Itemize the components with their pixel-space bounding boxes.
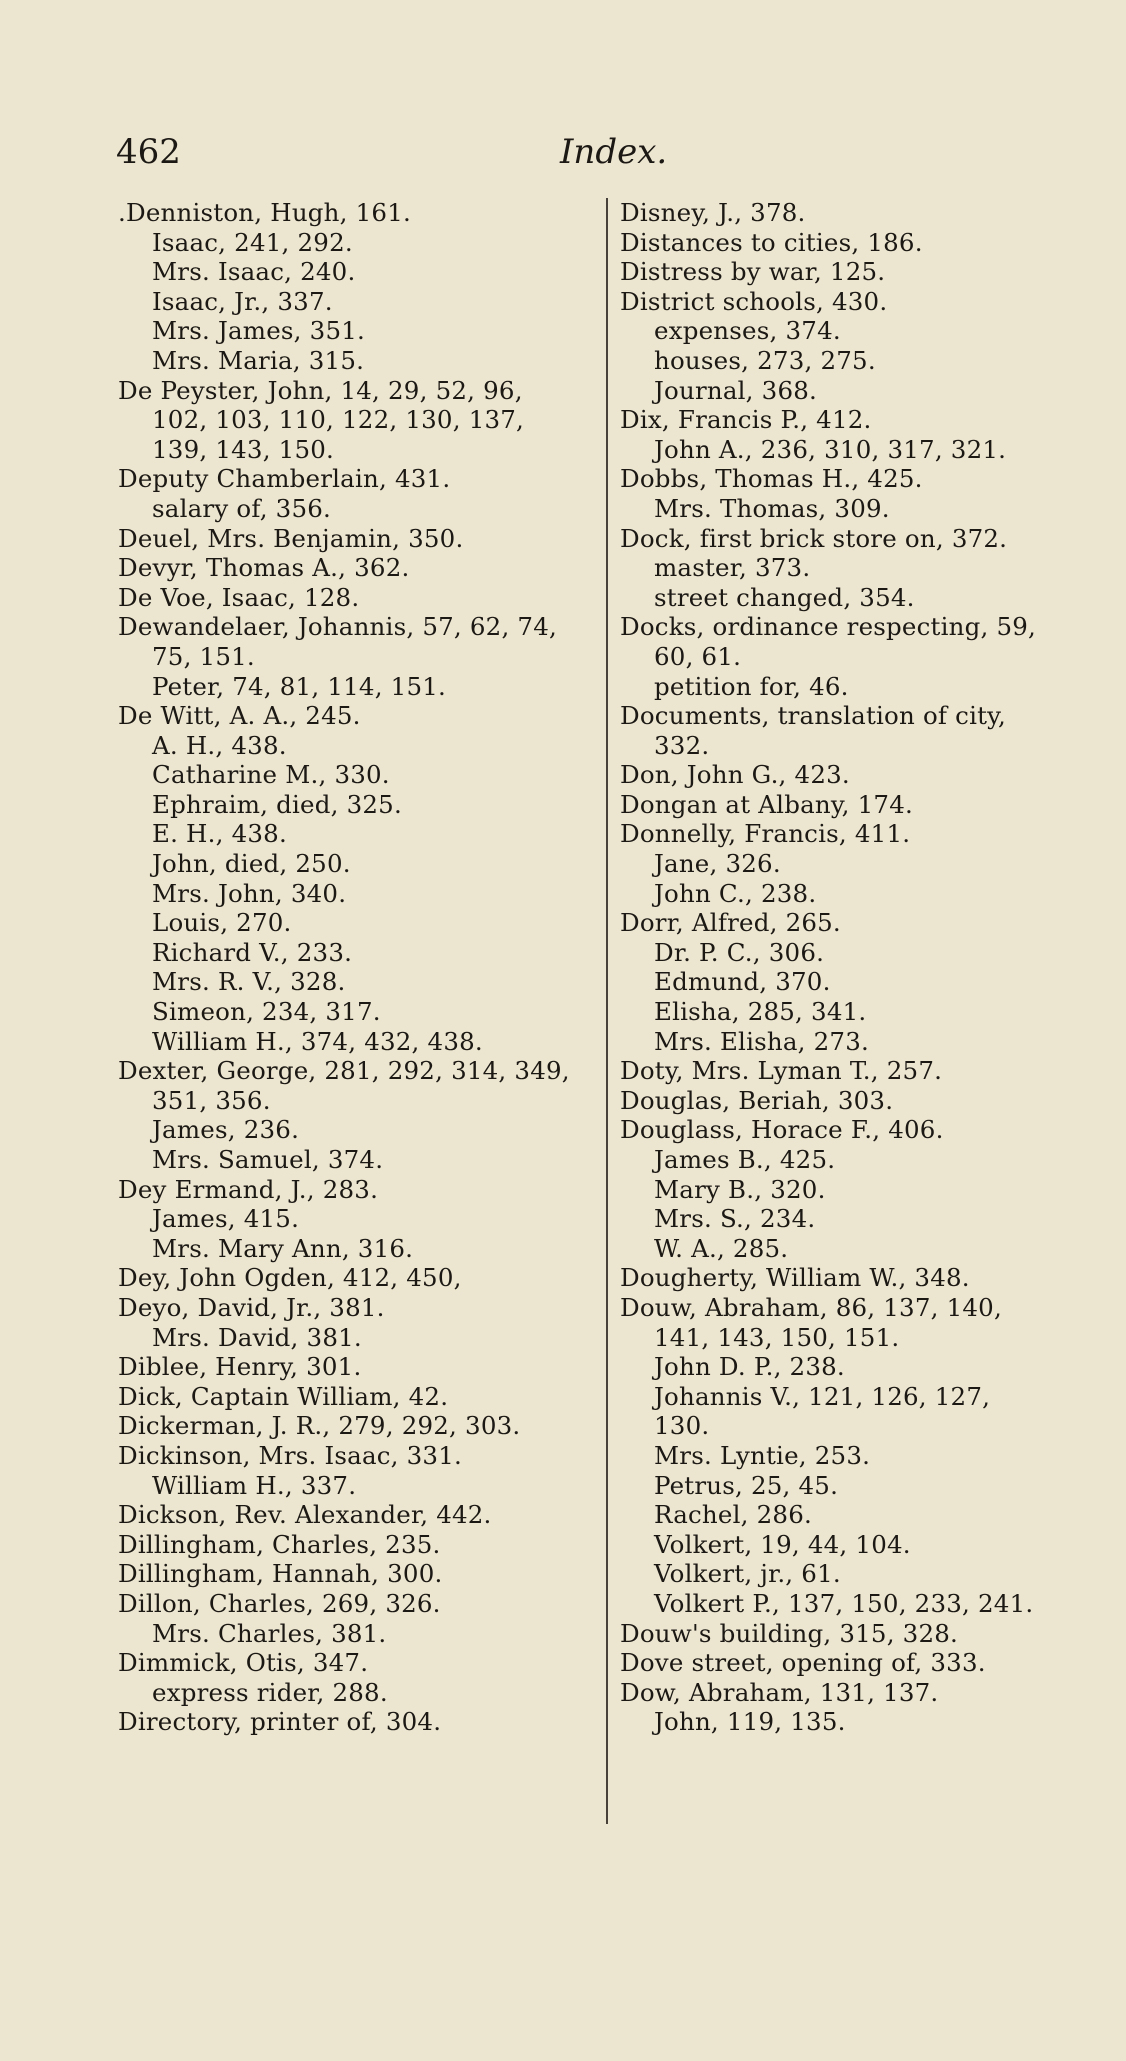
column-rule [606, 198, 608, 1824]
index-entry: De Witt, A. A., 245. [118, 701, 361, 731]
index-entry: Diblee, Henry, 301. [118, 1352, 362, 1382]
left-column [118, 198, 598, 1737]
index-entry: Dimmick, Otis, 347. [118, 1648, 369, 1678]
index-entry: Deputy Chamberlain, 431. [118, 464, 451, 494]
index-subentry: James, 236. [152, 1115, 300, 1145]
index-entry: Dillingham, Hannah, 300. [118, 1559, 443, 1589]
index-entry: Douglas, Beriah, 303. [620, 1085, 894, 1115]
index-entry: Doty, Mrs. Lyman T., 257. [620, 1056, 943, 1086]
index-entry: Dillingham, Charles, 235. [118, 1529, 441, 1559]
index-entry: .Denniston, Hugh, 161. [118, 198, 411, 227]
index-entry: Dewandelaer, Johannis, 57, 62, 74, [118, 612, 557, 642]
index-entry: Dick, Captain William, 42. [118, 1381, 449, 1411]
index-subentry: Mrs. Charles, 381. [152, 1618, 387, 1648]
index-subentry: Mrs. Lyntie, 253. [654, 1440, 871, 1470]
index-subentry: Mrs. John, 340. [152, 878, 347, 908]
index-entry: Deyo, David, Jr., 381. [118, 1292, 385, 1322]
index-entry: Documents, translation of city, [620, 701, 1006, 731]
index-subentry: Jane, 326. [654, 849, 781, 879]
index-entry: Dickson, Rev. Alexander, 442. [118, 1500, 492, 1530]
index-continuation: 75, 151. [152, 641, 255, 671]
index-subentry: Mrs. Isaac, 240. [152, 257, 356, 287]
index-subentry: James, 415. [152, 1204, 300, 1234]
index-continuation: 102, 103, 110, 122, 130, 137, [152, 405, 525, 435]
index-continuation: 332. [654, 730, 710, 760]
index-subentry: Louis, 270. [152, 908, 292, 938]
index-subentry: Catharine M., 330. [152, 760, 390, 790]
index-entry: De Peyster, John, 14, 29, 52, 96, [118, 375, 523, 405]
index-continuation: 139, 143, 150. [152, 434, 335, 464]
index-subentry: Mrs. James, 351. [152, 316, 366, 346]
index-entry: Devyr, Thomas A., 362. [118, 553, 410, 583]
index-subentry: Volkert, 19, 44, 104. [654, 1529, 911, 1559]
index-subentry: Volkert P., 137, 150, 233, 241. [654, 1588, 1034, 1618]
index-subentry: Journal, 368. [654, 375, 818, 405]
index-subentry: Mrs. Mary Ann, 316. [152, 1233, 414, 1263]
index-entry: Dobbs, Thomas H., 425. [620, 464, 923, 494]
index-subentry: John D. P., 238. [654, 1352, 845, 1382]
index-subentry: Mrs. David, 381. [152, 1322, 362, 1352]
index-subentry: street changed, 354. [654, 582, 915, 612]
index-subentry: Simeon, 234, 317. [152, 997, 381, 1027]
index-subentry: Mary B., 320. [654, 1174, 826, 1204]
index-entry: Dexter, George, 281, 292, 314, 349, [118, 1056, 570, 1086]
index-subentry: Mrs. Samuel, 374. [152, 1145, 384, 1174]
index-subentry: Mrs. Thomas, 309. [654, 493, 890, 523]
index-entry: Douw's building, 315, 328. [620, 1618, 959, 1648]
index-entry: Dickerman, J. R., 279, 292, 303. [118, 1411, 521, 1441]
index-subentry: Edmund, 370. [654, 967, 831, 997]
index-entry: District schools, 430. [620, 286, 888, 316]
index-subentry: James B., 425. [654, 1145, 836, 1174]
index-subentry: salary of, 356. [152, 493, 332, 523]
index-subentry: A. H., 438. [152, 730, 287, 760]
index-subentry: Isaac, Jr., 337. [152, 286, 333, 316]
index-subentry: Petrus, 25, 45. [654, 1470, 839, 1500]
index-entry: Deuel, Mrs. Benjamin, 350. [118, 523, 464, 553]
index-subentry: W. A., 285. [654, 1233, 789, 1263]
running-head: Index. [560, 132, 668, 172]
index-subentry: Mrs. S., 234. [654, 1204, 816, 1234]
index-subentry: Elisha, 285, 341. [654, 997, 867, 1027]
index-entry: Dock, first brick store on, 372. [620, 523, 1008, 553]
index-entry: Dongan at Albany, 174. [620, 789, 913, 819]
page-number: 462 [116, 132, 181, 172]
index-subentry: expenses, 374. [654, 316, 841, 346]
index-entry: Dow, Abraham, 131, 137. [620, 1677, 939, 1707]
index-subentry: Volkert, jr., 61. [654, 1559, 841, 1589]
index-subentry: Mrs. R. V., 328. [152, 967, 346, 997]
index-subentry: William H., 337. [152, 1470, 357, 1500]
index-subentry: Mrs. Maria, 315. [152, 345, 365, 375]
index-subentry: John C., 238. [654, 878, 817, 908]
index-entry: Dey, John Ogden, 412, 450, [118, 1263, 462, 1293]
index-entry: Dove street, opening of, 333. [620, 1648, 986, 1678]
index-subentry: Ephraim, died, 325. [152, 789, 402, 819]
index-continuation: 351, 356. [152, 1085, 271, 1115]
index-entry: Directory, printer of, 304. [118, 1707, 442, 1737]
index-subentry: John, died, 250. [152, 849, 351, 879]
index-subentry: John, 119, 135. [654, 1707, 846, 1737]
index-entry: Distress by war, 125. [620, 257, 886, 287]
index-entry: Dougherty, William W., 348. [620, 1263, 970, 1293]
index-continuation: 60, 61. [654, 641, 742, 671]
index-entry: Dix, Francis P., 412. [620, 405, 872, 435]
index-entry: De Voe, Isaac, 128. [118, 582, 360, 612]
index-entry: Don, John G., 423. [620, 760, 850, 790]
index-subentry: Mrs. Elisha, 273. [654, 1026, 869, 1056]
index-subentry: E. H., 438. [152, 819, 287, 849]
index-subentry: master, 373. [654, 553, 811, 583]
index-subentry: Rachel, 286. [654, 1500, 812, 1530]
index-subentry: petition for, 46. [654, 671, 849, 701]
index-entry: Douglass, Horace F., 406. [620, 1115, 944, 1145]
right-column [620, 198, 1100, 1737]
index-subentry: Dr. P. C., 306. [654, 937, 825, 967]
index-entry: Disney, J., 378. [620, 198, 806, 227]
index-subentry: John A., 236, 310, 317, 321. [654, 434, 1007, 464]
index-entry: Douw, Abraham, 86, 137, 140, [620, 1292, 1002, 1322]
index-entry: Dey Ermand, J., 283. [118, 1174, 379, 1204]
index-subentry: Johannis V., 121, 126, 127, [654, 1381, 991, 1411]
index-continuation: 130. [654, 1411, 710, 1441]
index-subentry: Peter, 74, 81, 114, 151. [152, 671, 447, 701]
index-entry: Dickinson, Mrs. Isaac, 331. [118, 1440, 462, 1470]
index-subentry: express rider, 288. [152, 1677, 388, 1707]
index-entry: Distances to cities, 186. [620, 227, 923, 257]
index-entry: Dillon, Charles, 269, 326. [118, 1588, 441, 1618]
index-entry: Docks, ordinance respecting, 59, [620, 612, 1037, 642]
index-subentry: Isaac, 241, 292. [152, 227, 353, 257]
index-subentry: William H., 374, 432, 438. [152, 1026, 483, 1056]
index-entry: Dorr, Alfred, 265. [620, 908, 841, 938]
index-subentry: Richard V., 233. [152, 937, 353, 967]
index-continuation: 141, 143, 150, 151. [654, 1322, 900, 1352]
index-entry: Donnelly, Francis, 411. [620, 819, 911, 849]
index-subentry: houses, 273, 275. [654, 345, 876, 375]
